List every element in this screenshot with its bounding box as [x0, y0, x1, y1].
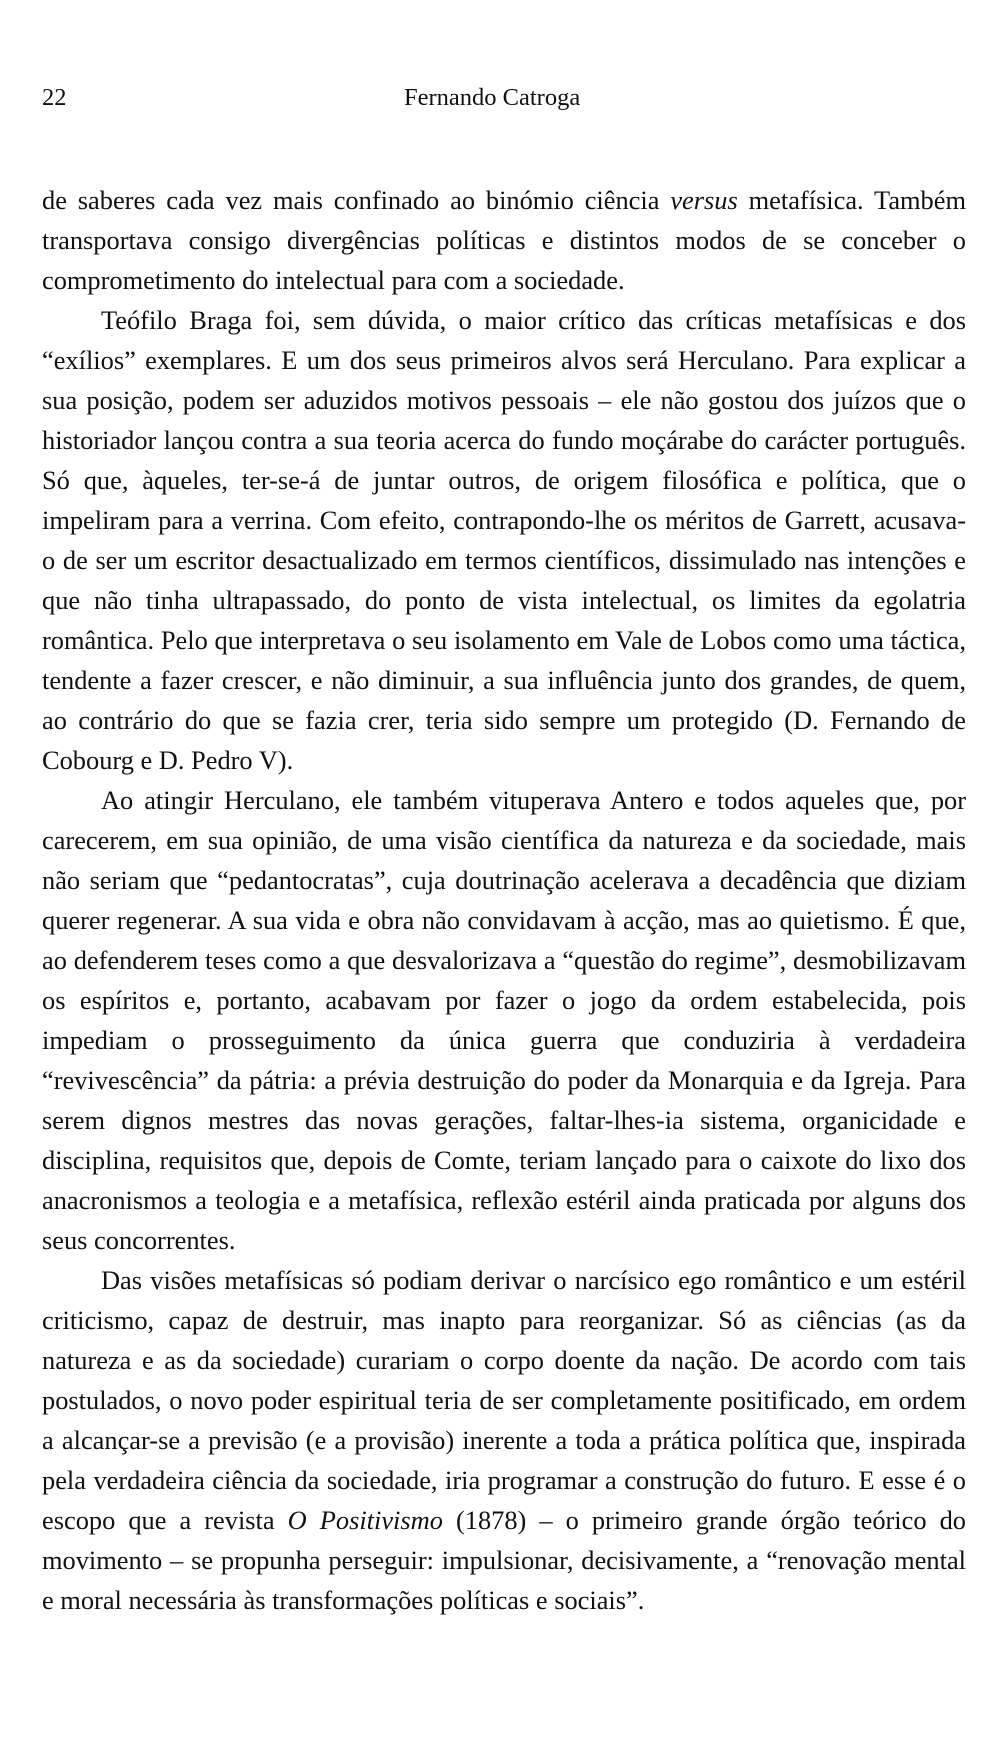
- paragraph: [42, 300, 966, 780]
- body-text: [42, 180, 966, 1620]
- text-segment: metafísica. Também transportava consigo divergências políticas e distintos modos de se conceber o comprometimento do intelectual para com a sociedade.: [42, 185, 966, 295]
- text-segment: de saberes cada vez mais confinado ao binómio ciência: [42, 185, 671, 215]
- running-head: [42, 84, 962, 116]
- text-segment: Teófilo Braga foi, sem dúvida, o maior crítico das críticas metafísicas e dos “exílios” exemplares. E um dos seus primeiros alvos será Herculano. Para explicar a sua posição, podem ser aduzidos motivos pessoais – ele não gostou dos juízos que o historiador lançou contra a sua teoria acerca do fundo moçárabe do carácter português. Só que, àqueles, ter-se-á de juntar outros, de origem filosófica e política, que o impeliram para a verrina. Com efeito, contrapondo-lhe os méritos de Garrett, acusava-o de ser um escritor desactualizado em termos científicos, dissimulado nas intenções e que não tinha ultrapassado, do ponto de vista intelectual, os limites da egolatria romântica. Pelo que interpretava o seu isolamento em Vale de Lobos como uma táctica, tendente a fazer crescer, e não diminuir, a sua influência junto dos grandes, de quem, ao contrário do que se fazia crer, teria sido sempre um protegido (D. Fernando de Cobourg e D. Pedro V).: [42, 305, 966, 775]
- text-segment: Ao atingir Herculano, ele também vituperava Antero e todos aqueles que, por carecerem, em sua opinião, de uma visão científica da natureza e da sociedade, mais não seriam que “pedantocratas”, cuja doutrinação acelerava a decadência que diziam querer regenerar. A sua vida e obra não convidavam à acção, mas ao quietismo. É que, ao defenderem teses como a que desvalorizava a “questão do regime”, desmobilizavam os espíritos e, portanto, acabavam por fazer o jogo da ordem estabelecida, pois impediam o prosseguimento da única guerra que conduziria à verdadeira “revivescência” da pátria: a prévia destruição do poder da Monarquia e da Igreja. Para serem dignos mestres das novas gerações, faltar-lhes-ia sistema, organicidade e disciplina, requisitos que, depois de Comte, teriam lançado para o caixote do lixo dos anacronismos a teologia e a metafísica, reflexão estéril ainda praticada por alguns dos seus concorrentes.: [42, 785, 966, 1255]
- paragraph: [42, 780, 966, 1260]
- italic-text: versus: [670, 185, 738, 215]
- italic-text: O Positivismo: [287, 1505, 443, 1535]
- text-segment: Das visões metafísicas só podiam derivar o narcísico ego romântico e um estéril criticismo, capaz de destruir, mas inapto para reorganizar. Só as ciências (as da natureza e as da sociedade) curariam o corpo doente da nação. De acordo com tais postulados, o novo poder espiritual teria de ser completamente positificado, em ordem a alcançar-se a previsão (e a provisão) inerente a toda a prática política que, inspirada pela verdadeira ciência da sociedade, iria programar a construção do futuro. E esse é o escopo que a revista: [42, 1265, 966, 1535]
- text-segment: (1878) – o primeiro grande órgão teórico do movimento – se propunha perseguir: impulsionar, decisivamente, a “renovação mental e moral necessária às transformações políticas e sociais”.: [42, 1505, 966, 1615]
- running-title: Fernando Catroga: [404, 84, 581, 111]
- paragraph: [42, 180, 966, 300]
- paragraph: [42, 1260, 966, 1620]
- page-number: 22: [42, 84, 67, 111]
